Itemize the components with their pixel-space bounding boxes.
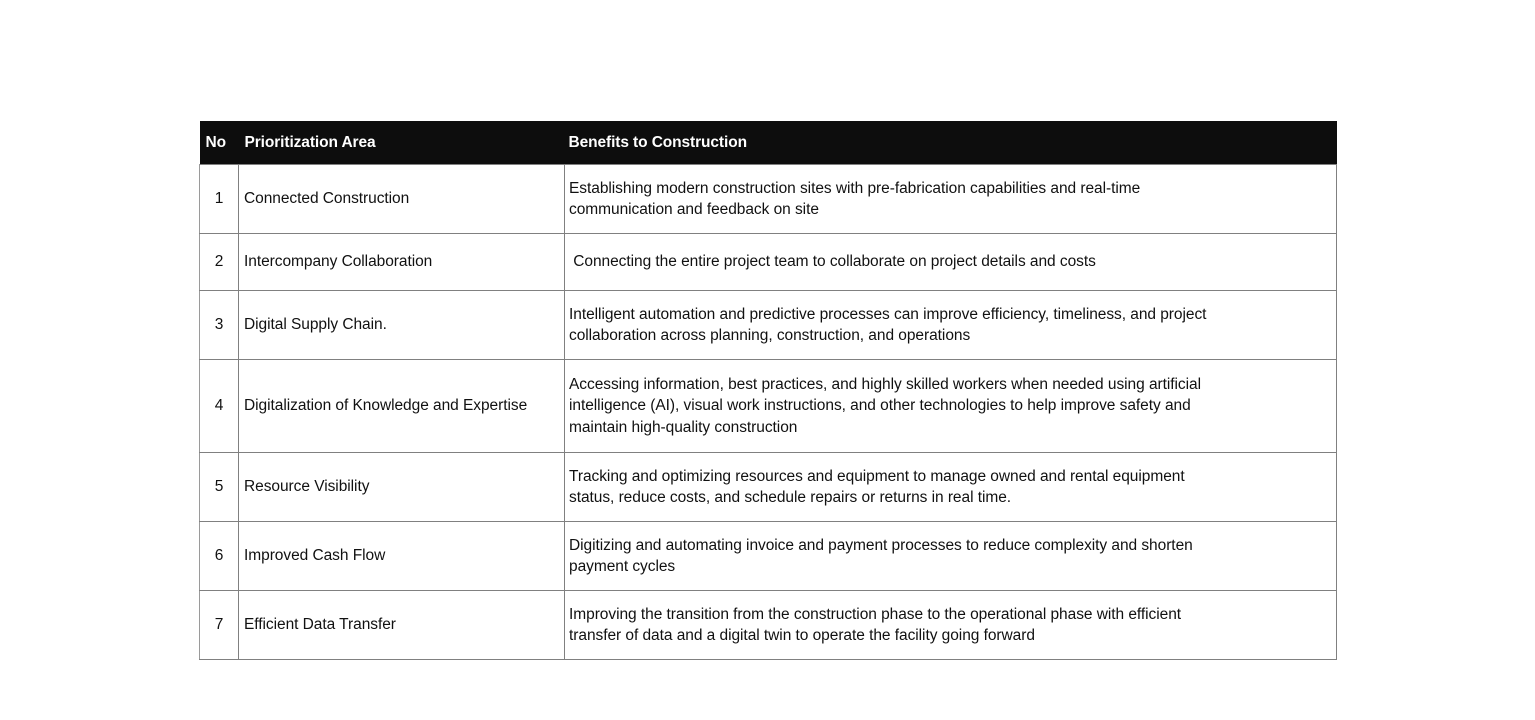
table-row xyxy=(200,522,1337,591)
cell-no: 3 xyxy=(200,291,239,360)
table-row xyxy=(200,291,1337,360)
table-body xyxy=(200,165,1337,660)
table-header xyxy=(200,121,1337,165)
benefit-line: communication and feedback on site xyxy=(569,201,819,218)
benefit-line: collaboration across planning, construction, and operations xyxy=(569,327,971,344)
prioritization-areas-table xyxy=(199,121,1337,660)
cell-area: Intercompany Collaboration xyxy=(239,234,565,291)
benefit-line: Improving the transition from the construction phase to the operational phase with efficient xyxy=(569,605,1182,623)
benefit-line: Digitizing and automating invoice and payment processes to reduce complexity and shorten xyxy=(569,536,1193,554)
cell-no: 1 xyxy=(200,165,239,234)
benefit-line: Accessing information, best practices, and highly skilled workers when needed using artificial xyxy=(569,376,1201,394)
cell-area: Digital Supply Chain. xyxy=(239,291,565,360)
cell-benefit xyxy=(565,165,1337,234)
benefit-line: maintain high-quality construction xyxy=(569,418,798,436)
benefit-line: Establishing modern construction sites with pre-fabrication capabilities and real-time xyxy=(569,179,1141,197)
cell-benefit xyxy=(565,591,1337,660)
cell-no: 4 xyxy=(200,360,239,453)
column-header-no: No xyxy=(200,121,239,165)
benefit-line: payment cycles xyxy=(569,558,676,575)
cell-no: 5 xyxy=(200,453,239,522)
table-container xyxy=(199,121,1336,660)
table-header-row xyxy=(200,121,1337,165)
column-header-benefit: Benefits to Construction xyxy=(565,121,1337,165)
cell-benefit xyxy=(565,453,1337,522)
cell-area: Digitalization of Knowledge and Expertise xyxy=(239,360,565,453)
cell-no: 7 xyxy=(200,591,239,660)
table-row xyxy=(200,234,1337,291)
cell-area: Improved Cash Flow xyxy=(239,522,565,591)
cell-no: 6 xyxy=(200,522,239,591)
benefit-line: Connecting the entire project team to collaborate on project details and costs xyxy=(569,253,1096,271)
table-row xyxy=(200,453,1337,522)
cell-no: 2 xyxy=(200,234,239,291)
table-row xyxy=(200,591,1337,660)
benefit-line: Tracking and optimizing resources and equipment to manage owned and rental equipment xyxy=(569,467,1185,485)
table-row xyxy=(200,165,1337,234)
benefit-line: intelligence (AI), visual work instructions, and other technologies to help improve safety and xyxy=(569,397,1191,415)
cell-area: Connected Construction xyxy=(239,165,565,234)
column-header-area: Prioritization Area xyxy=(239,121,565,165)
cell-area: Resource Visibility xyxy=(239,453,565,522)
benefit-line: status, reduce costs, and schedule repairs or returns in real time. xyxy=(569,489,1012,506)
table-row xyxy=(200,360,1337,453)
cell-benefit xyxy=(565,291,1337,360)
cell-area: Efficient Data Transfer xyxy=(239,591,565,660)
cell-benefit xyxy=(565,522,1337,591)
cell-benefit xyxy=(565,360,1337,453)
benefit-line: transfer of data and a digital twin to operate the facility going forward xyxy=(569,627,1035,644)
benefit-line: Intelligent automation and predictive processes can improve efficiency, timeliness, and project xyxy=(569,305,1207,323)
cell-benefit xyxy=(565,234,1337,291)
